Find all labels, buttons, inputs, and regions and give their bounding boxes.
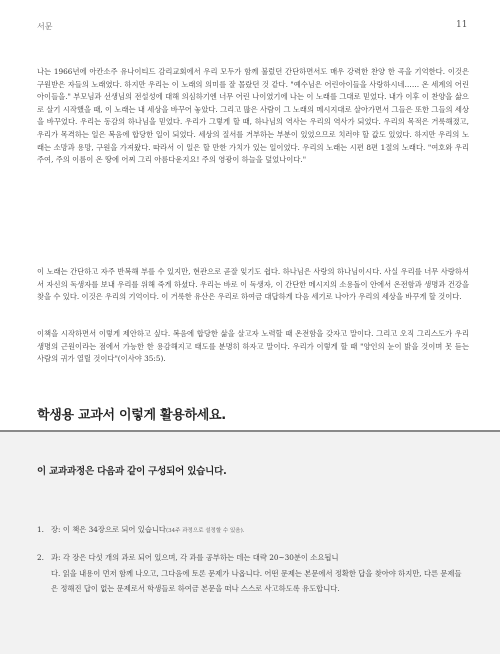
list-item-number: 1. [37, 525, 44, 534]
panel-title: 이 교과과정은 다음과 같이 구성되어 있습니다. [37, 466, 227, 477]
list-item [37, 550, 467, 597]
list-item-number: 2. [37, 553, 44, 562]
header-label: 서문 [37, 22, 53, 31]
list-item-note: (34주 과정으로 설정할 수 있음). [165, 528, 245, 534]
section-title: 학생용 교과서 이렇게 활용하세요. [37, 408, 226, 423]
list-item-text: 과: 각 장은 다섯 개의 과로 되어 있으며, 각 과를 공부하는 데는 대략 20~30분이 소요됩니 [51, 553, 339, 562]
list-item [37, 522, 467, 540]
intro-paragraph-2: 이 노래는 간단하고 자주 반복해 부를 수 있지만, 현관으로 곧잘 잊기도 쉽다. 하나님은 사랑의 하나님이시다. 사실 우리를 너무 사랑하셔서 자신의 독생자를 보내 우리를 위해 죽게 하셨다. 우리는 바로 이 독생자, 이 간단한 메시지의 소용돌이 안에서 온전함과 생명과 건강을 찾을 수 있다. 이것은 우리의 기억이다. 이 거룩한 유산은 우리로 하여금 대답하게 다음 세기로 나아가 우리의 세상을 바꾸게 할 것이다. [37, 267, 469, 302]
intro-paragraph-1: 나는 1966년에 아칸소주 유나이티드 감리교회에서 우리 모두가 함께 불렀던 간단하면서도 매우 강력한 찬양 한 곡을 기억한다. 이것은 구원받은 자들의 노래였다. 하지만 우리는 이 노래의 의미를 잘 몰랐던 것 같다. "예수님은 어린아이들을 사랑하시네…… 온 세계의 어린아이들을." 부모님과 선생님의 전설성에 대해 의심하기엔 너무 어린 나이였기에 나는 이 노래를 그대로 믿었다. 내가 이후 이 찬양을 삶으로 살기 시작했을 때, 이 노래는 내 세상을 바꾸어 놓았다. 그리고 많은 사람이 그 노래의 메시지대로 살아가면서 그들은 또한 그들의 세상을 바꾸었다. 우리는 동감의 하나님을 믿었다. 우리가 그렇게 할 때, 하나님의 역사는 우리의 역사가 되었다. 우리의 목적은 거룩해졌고, 우리가 목격하는 일은 복음에 합당한 일이 되었다. 세상의 질서를 거부하는 부분이 있었으므로 치러야 할 값도 있었다. 하지만 우리의 노래는 소망과 용망, 구원을 가져왔다. 따라서 이 일은 할 만한 가치가 있는 일이었다. 우리의 노래는 시편 8편 1절의 노래다. "여호와 우리 주여, 주의 이름이 온 땅에 어찌 그리 아름다운지요! 주의 영광이 하늘을 덮었나이다." [37, 67, 469, 165]
intro-paragraph-3: 이책을 시작하면서 이렇게 제안하고 싶다. 복음에 합당한 삶을 살고자 노력할 때 온전함을 갖자고 말이다. 그리고 오직 그리스도가 우리 생명의 근원이라는 점에서 가능한 한 용감해지고 태도를 분명히 하자고 말이다. 우리가 이렇게 할 때 "양인의 눈이 밝을 것이며 못 듣는 사람의 귀가 열릴 것이다"(이사야 35:5). [37, 329, 469, 364]
page-number: 11 [456, 20, 468, 30]
list-item-text: 장: 이 책은 34장으로 되어 있습니다 [51, 525, 166, 534]
list-item-text-continued: 다. 읽을 내용이 먼저 함께 나오고, 그다음에 토론 문제가 나옵니다. 어떤 문제는 본문에서 정확한 답을 찾아야 하지만, 다른 문제들은 정해진 답이 없는 문제로서 학생들로 하여금 본문을 떠나 스스로 사고하도록 유도합니다. [51, 568, 462, 593]
